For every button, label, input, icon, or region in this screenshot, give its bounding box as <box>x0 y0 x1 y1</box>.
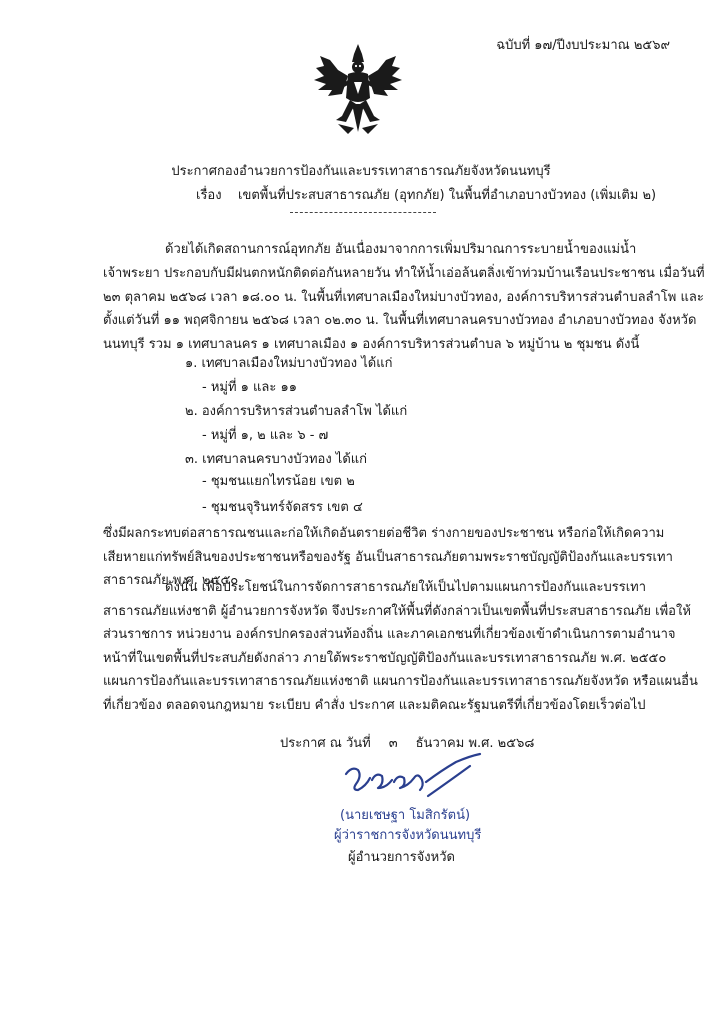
announcement-title: ประกาศกองอำนวยการป้องกันและบรรเทาสาธารณภัยจังหวัดนนทบุรี <box>171 164 551 179</box>
paragraph-line: ด้วยได้เกิดสถานการณ์อุทกภัย อันเนื่องมาจากการเพิ่มปริมาณการระบายน้ำของแม่น้ำ <box>165 242 637 257</box>
date-day: ๓ <box>388 736 398 751</box>
paragraph-line: ดังนั้น เพื่อประโยชน์ในการจัดการสาธารณภัยให้เป็นไปตามแผนการป้องกันและบรรเทา <box>165 580 646 595</box>
paragraph-line: แผนการป้องกันและบรรเทาสาธารณภัยแห่งชาติ แผนการป้องกันและบรรเทาสาธารณภัยจังหวัด หรือแผนอื่น <box>103 674 698 690</box>
paragraph-intro <box>103 238 705 357</box>
signatory-role: ผู้อำนวยการจังหวัด <box>348 850 455 865</box>
list-subitem: - ชุมชนแยกไทรน้อย เขต ๒ <box>202 474 355 489</box>
garuda-emblem-icon <box>308 40 408 140</box>
signatory-name: (นายเชษฐา โมสิกรัตน์) <box>340 808 471 823</box>
paragraph-line: เสียหายแก่ทรัพย์สินของประชาชนหรือของรัฐ อันเป็นสาธารณภัยตามพระราชบัญญัติป้องกันและบรรเทา <box>103 549 673 565</box>
subject-label: เรื่อง <box>196 188 222 203</box>
paragraph-line: สาธารณภัย พ.ศ. ๒๕๕๐ <box>103 573 239 589</box>
announcement-page: ฉบับที่ ๑๗/ปีงบประมาณ ๒๕๖๙ ประกาศกองอำนวยการป้องกันและบรรเทาสาธารณภัยจังหวัดนนทบุรี เรื่อง เขตพื้นที่ประสบสาธารณภัย (อุทกภัย) ในพื้นที่อำเภอบางบัวทอง (เพิ่มเติม ๒) ด้วยได้เกิดสถานการณ์อุทกภัย อันเนื่องมาจากการเพิ่มปริมาณการระบายน้ำของแม่น้ำ เจ้าพระยา ประกอบกับมีฝนตกหนักติดต่อกันหลายวัน ทำให้น้ำเอ่อล้นตลิ่งเข้าท่วมบ้านเรือนประชาชน เมื่อวันที่ ๒๓ ตุลาคม ๒๕๖๘ เวลา ๑๘.๐๐ น. ในพื้นที่เทศบาลเมืองใหม่บางบัวทอง, องค์การบริหารส่วนตำบลลำโพ และ ตั้งแต่วันที่ ๑๑ พฤศจิกายน ๒๕๖๘ เวลา ๐๒.๓๐ น. ในพื้นที่เทศบาลนครบางบัวทอง อำเภอบางบัวทอง จังหวัด นนทบุรี รวม ๑ เทศบาลนคร ๑ เทศบาลเมือง ๑ องค์การบริหารส่วนตำบล ๖ หมู่บ้าน ๒ ชุมชน ดังนี้ ๑. เทศบาลเมืองใหม่บางบัวทอง ได้แก่ - หมู่ที่ ๑ และ ๑๑ ๒. องค์การบริหารส่วนตำบลลำโพ ได้แก่ - หมู่ที่ ๑, ๒ และ ๖ - ๗ ๓. เทศบาลนครบางบัวทอง ได้แก่ - ชุมชนแยกไทรน้อย เขต ๒ - ชุมชนจุรินทร์จัดสรร เขต ๔ ซึ่งมีผลกระทบต่อสาธารณชนและก่อให้เกิดอันตรายต่อชีวิต ร่างกายของประชาชน หรือก่อให้เกิดความ เสียหายแก่ทรัพย์สินของประชาชนหรือของรัฐ อันเป็นสาธารณภัยตามพระราชบัญญัติป้องกันและบรรเทา สาธารณภัย พ.ศ. ๒๕๕๐ ดังนั้น เพื่อประโยชน์ในการจัดการสาธารณภัยให้เป็นไปตามแผนการป้องกันและบรรเทา สาธารณภัยแห่งชาติ ผู้อำนวยการจังหวัด จึงประกาศให้พื้นที่ดังกล่าวเป็นเขตพื้นที่ประสบสาธารณภัย เพื่อให้ ส่วนราชการ หน่วยงาน องค์กรปกครองส่วนท้องถิ่น และภาคเอกชนที่เกี่ยวข้องเข้าดำเนินการตามอำนาจ หน้าที่ในเขตพื้นที่ประสบภัยดังกล่าว ภายใต้พระราชบัญญัติป้องกันและบรรเทาสาธารณภัย พ.ศ. ๒๕๕๐ แผนการป้องกันและบรรเทาสาธารณภัยแห่งชาติ แผนการป้องกันและบรรเทาสาธารณภัยจังหวัด หรือแผนอื่น ที่เกี่ยวข้อง ตลอดจนกฎหมาย ระเบียบ คำสั่ง ประกาศ และมติคณะรัฐมนตรีที่เกี่ยวข้องโดยเร็วต่อไป ประกาศ ณ วันที่ ๓ ธันวาคม พ.ศ. ๒๕๖๘ (นายเชษฐา โมสิกรัตน์) ผู้ว่าราชการจังหวัดนนทบุรี ผู้อำนวยการจังหวัด <box>0 0 722 1024</box>
date-month-year: ธันวาคม พ.ศ. ๒๕๖๘ <box>415 736 535 751</box>
paragraph-line: เจ้าพระยา ประกอบกับมีฝนตกหนักติดต่อกันหลายวัน ทำให้น้ำเอ่อล้นตลิ่งเข้าท่วมบ้านเรือนประชาชน เมื่อวันที่ <box>103 265 705 281</box>
list-item: ๓. เทศบาลนครบางบัวทอง ได้แก่ <box>185 452 368 467</box>
list-item: ๒. องค์การบริหารส่วนตำบลลำโพ ได้แก่ <box>185 404 408 419</box>
date-prefix: ประกาศ ณ วันที่ <box>280 736 371 751</box>
list-subitem: - หมู่ที่ ๑ และ ๑๑ <box>202 380 298 395</box>
paragraph-line: ๒๓ ตุลาคม ๒๕๖๘ เวลา ๑๘.๐๐ น. ในพื้นที่เทศบาลเมืองใหม่บางบัวทอง, องค์การบริหารส่วนตำบลลำโพ และ <box>103 289 704 305</box>
paragraph-line: นนทบุรี รวม ๑ เทศบาลนคร ๑ เทศบาลเมือง ๑ องค์การบริหารส่วนตำบล ๖ หมู่บ้าน ๒ ชุมชน ดังนี้ <box>103 337 640 353</box>
paragraph-line: สาธารณภัยแห่งชาติ ผู้อำนวยการจังหวัด จึงประกาศให้พื้นที่ดังกล่าวเป็นเขตพื้นที่ประสบสาธารณภัย เพื่อให้ <box>103 603 691 619</box>
list-subitem: - หมู่ที่ ๑, ๒ และ ๖ - ๗ <box>202 428 329 443</box>
paragraph-line: ตั้งแต่วันที่ ๑๑ พฤศจิกายน ๒๕๖๘ เวลา ๐๒.๓๐ น. ในพื้นที่เทศบาลนครบางบัวทอง อำเภอบางบัวทอง จังหวัด <box>103 313 697 329</box>
paragraph-line: ซึ่งมีผลกระทบต่อสาธารณชนและก่อให้เกิดอันตรายต่อชีวิต ร่างกายของประชาชน หรือก่อให้เกิดความ <box>103 526 665 541</box>
paragraph-line: ส่วนราชการ หน่วยงาน องค์กรปกครองส่วนท้องถิ่น และภาคเอกชนที่เกี่ยวข้องเข้าดำเนินการตามอำนาจ <box>103 627 676 643</box>
list-item: ๑. เทศบาลเมืองใหม่บางบัวทอง ได้แก่ <box>185 356 393 371</box>
subject-text: เขตพื้นที่ประสบสาธารณภัย (อุทกภัย) ในพื้นที่อำเภอบางบัวทอง (เพิ่มเติม ๒) <box>238 188 657 203</box>
document-number: ฉบับที่ ๑๗/ปีงบประมาณ ๒๕๖๙ <box>496 38 670 53</box>
paragraph-declaration <box>103 576 698 718</box>
handwritten-signature <box>338 752 488 812</box>
paragraph-line: หน้าที่ในเขตพื้นที่ประสบภัยดังกล่าว ภายใต้พระราชบัญญัติป้องกันและบรรเทาสาธารณภัย พ.ศ. ๒๕๕๐ <box>103 650 667 666</box>
announcement-date <box>280 736 534 752</box>
signatory-title: ผู้ว่าราชการจังหวัดนนทบุรี <box>334 828 482 843</box>
paragraph-line: ที่เกี่ยวข้อง ตลอดจนกฎหมาย ระเบียบ คำสั่ง ประกาศ และมติคณะรัฐมนตรีที่เกี่ยวข้องโดยเร็วต่อไป <box>103 697 646 713</box>
title-divider <box>290 212 436 213</box>
subject-row <box>196 188 656 204</box>
